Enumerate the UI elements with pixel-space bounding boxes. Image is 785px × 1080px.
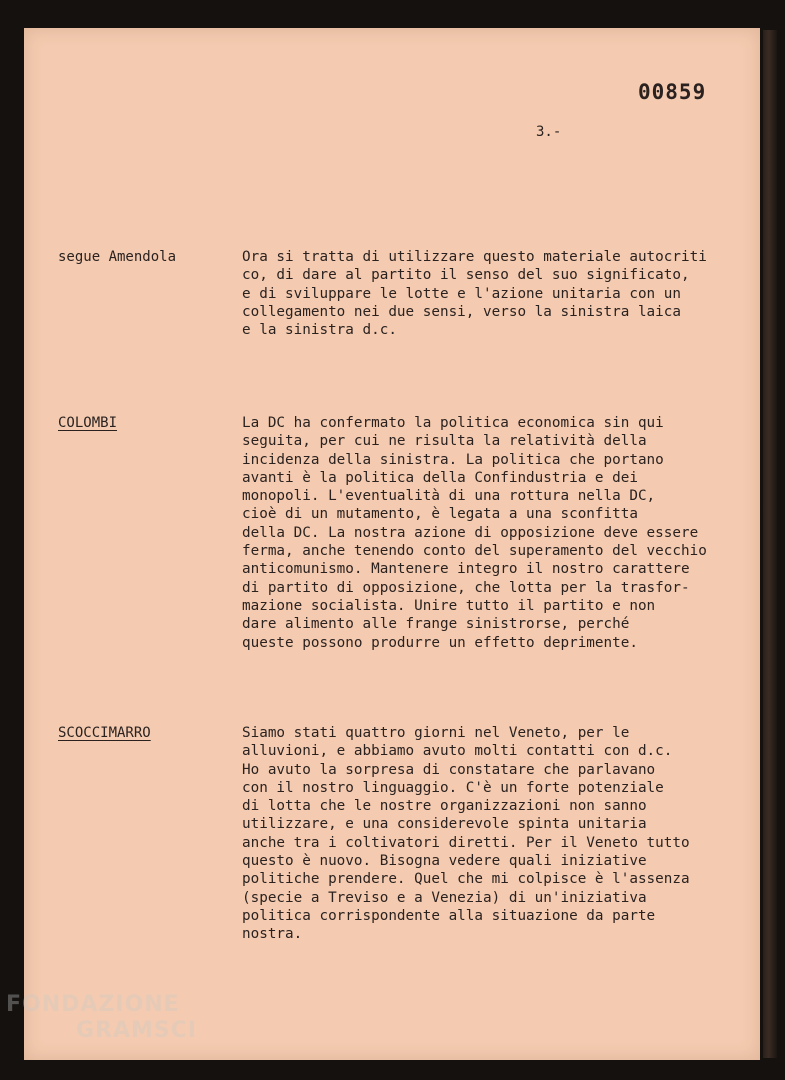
page-number: 3.- — [536, 124, 562, 140]
speech-text: La DC ha confermato la politica economica sin qui seguita, per cui ne risulta la relatività della incidenza della sinistra. La politica che portano avanti è la politica della Confindustria e dei monopoli. L'eventualità di una rottura nella DC, cioè di un mutamento, è legata a una sconfitta della DC. La nostra azione di opposizione deve essere ferma, anche tenendo conto del superamento del vecchio anticomunismo. Mantenere integro il nostro carattere di partito di opposizione, che lotta per la trasfor- mazione socialista. Unire tutto il partito e non dare alimento alle frange sinistrorse, perché queste possono produrre un effetto deprimente. — [242, 415, 707, 651]
watermark-line: FONDAZIONE — [6, 992, 180, 1017]
archive-watermark — [6, 992, 197, 1044]
speaker-label: COLOMBI — [58, 415, 118, 431]
page-edge — [763, 30, 777, 1058]
speaker-label: segue Amendola — [58, 249, 177, 265]
speech-text: Siamo stati quattro giorni nel Veneto, per le alluvioni, e abbiamo avuto molti contatti con d.c. Ho avuto la sorpresa di constatare che parlavano con il nostro linguaggio. C'è un forte potenziale di lotta che le nostre organizzazioni non sanno utilizzare, e una considerevole spinta unitaria anche tra i coltivatori diretti. Per il Veneto tutto questo è nuovo. Bisogna vedere quali iniziative politiche prendere. Quel che mi colpisce è l'assenza (specie a Treviso e a Venezia) di un'iniziativa politica corrispondente alla situazione da parte nostra. — [242, 725, 690, 943]
speaker-label: SCOCCIMARRO — [58, 725, 151, 741]
document-number: 00859 — [638, 80, 707, 104]
watermark-line: GRAMSCI — [76, 1018, 198, 1043]
speech-text: Ora si tratta di utilizzare questo materiale autocriti co, di dare al partito il senso del suo significato, e di sviluppare le lotte e l'azione unitaria con un collegamento nei due sensi, verso la sinistra laica e la sinistra d.c. — [242, 249, 707, 339]
